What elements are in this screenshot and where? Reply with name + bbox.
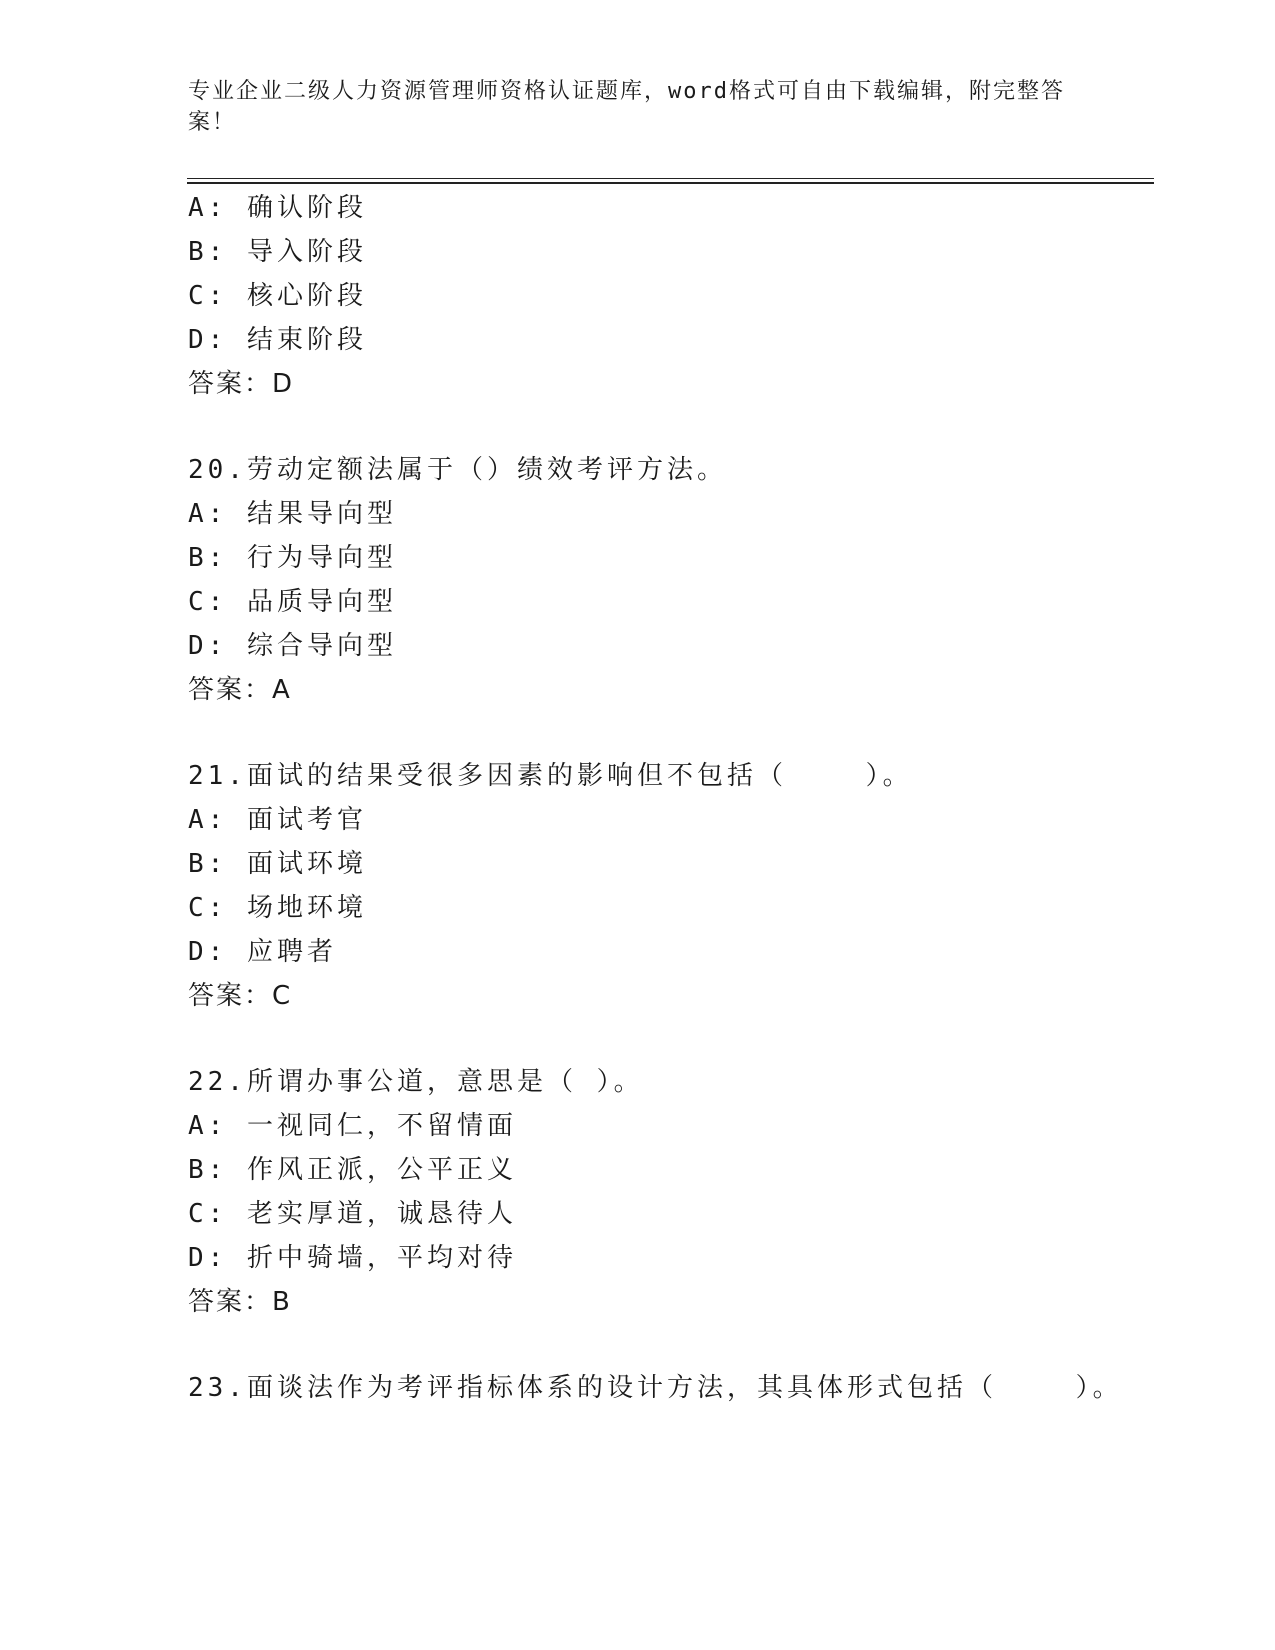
option-a: A: 结果导向型 [188, 499, 397, 529]
answer-line: 答案：B [188, 1287, 292, 1317]
header-divider-thin [187, 178, 1154, 179]
option-b: B: 行为导向型 [188, 543, 397, 573]
option-d: D: 综合导向型 [188, 631, 397, 661]
document-header: 专业企业二级人力资源管理师资格认证题库，word格式可自由下载编辑，附完整答案！ [188, 79, 1065, 135]
option-c: C: 核心阶段 [188, 281, 367, 311]
option-c: C: 老实厚道，诚恳待人 [188, 1199, 517, 1229]
option-a: A: 面试考官 [188, 805, 367, 835]
answer-line: 答案：C [188, 981, 293, 1011]
option-b: B: 面试环境 [188, 849, 367, 879]
answer-line: 答案：A [188, 675, 292, 705]
option-d: D: 结束阶段 [188, 325, 367, 355]
answer-line: 答案：D [188, 369, 295, 399]
option-d: D: 应聘者 [188, 937, 337, 967]
option-c: C: 品质导向型 [188, 587, 397, 617]
header-divider-thick [187, 182, 1154, 184]
option-d: D: 折中骑墙，平均对待 [188, 1243, 517, 1273]
question-stem: 23.面谈法作为考评指标体系的设计方法，其具体形式包括（ ）。 [188, 1373, 1123, 1403]
option-a: A: 确认阶段 [188, 193, 367, 223]
option-a: A: 一视同仁，不留情面 [188, 1111, 517, 1141]
option-b: B: 导入阶段 [188, 237, 367, 267]
question-stem: 20.劳动定额法属于（）绩效考评方法。 [188, 455, 727, 485]
question-stem: 21.面试的结果受很多因素的影响但不包括（ ）。 [188, 761, 913, 791]
option-c: C: 场地环境 [188, 893, 367, 923]
question-stem: 22.所谓办事公道，意思是（ ）。 [188, 1067, 644, 1097]
option-b: B: 作风正派，公平正义 [188, 1155, 517, 1185]
